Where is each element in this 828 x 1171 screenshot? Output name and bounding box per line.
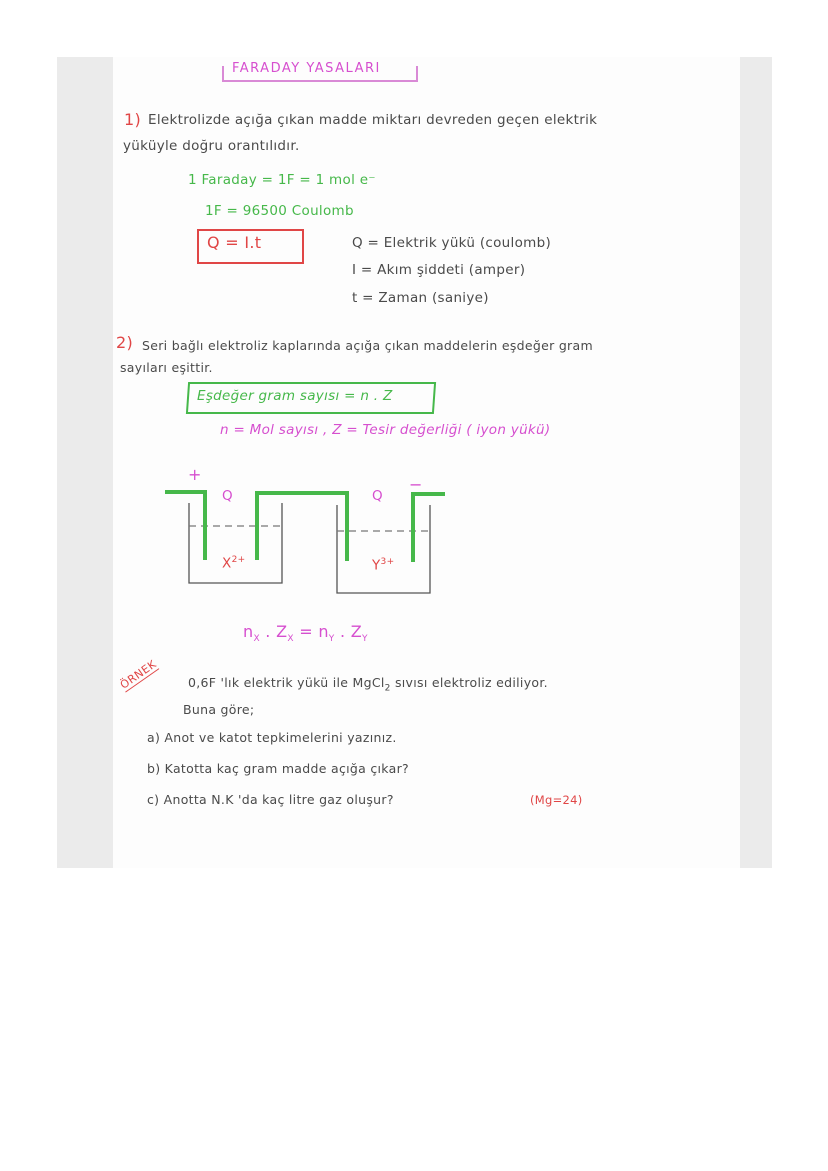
charge-q-left: Q: [222, 488, 233, 504]
n-z-legend: n = Mol sayısı , Z = Tesir değerliği ( iyon yükü): [220, 422, 551, 438]
definition-i: I = Akım şiddeti (amper): [352, 262, 526, 278]
ion-x-symbol: X: [222, 555, 232, 572]
cathode-electrode: [413, 494, 443, 560]
ion-y-charge: 3+: [380, 557, 395, 567]
minus-sign: −: [409, 475, 423, 494]
ion-x-charge: 2+: [231, 555, 246, 565]
law1-number: 1): [124, 110, 142, 129]
definition-t: t = Zaman (saniye): [352, 290, 489, 306]
question-b: b) Katotta kaç gram madde açığa çıkar?: [147, 761, 409, 776]
page-title: FARADAY YASALARI: [232, 61, 381, 76]
ion-y: [372, 557, 394, 574]
given-mg-mass: (Mg=24): [530, 793, 583, 807]
equivalent-gram-formula: Eşdeğer gram sayısı = n . Z: [197, 388, 393, 404]
law1-text-line1: Elektrolizde açığa çıkan madde miktarı devreden geçen elektrik: [148, 112, 598, 128]
faraday-definition: 1 Faraday = 1F = 1 mol e⁻: [188, 172, 376, 188]
example-line2: Buna göre;: [183, 702, 255, 717]
ion-y-symbol: Y: [372, 557, 381, 574]
law2-text-line2: sayıları eşittir.: [120, 360, 213, 375]
formula-q-it: Q = I.t: [207, 233, 262, 252]
question-a: a) Anot ve katot tepkimelerini yazınız.: [147, 730, 397, 745]
definition-q: Q = Elektrik yükü (coulomb): [352, 235, 552, 251]
law1-text-line2: yüküyle doğru orantılıdır.: [123, 138, 300, 154]
example-line1: 0,6F 'lık elektrik yükü ile MgCl$_2$ sıvısı elektroliz ediliyor.: [188, 675, 548, 694]
law2-number: 2): [116, 333, 134, 352]
charge-q-right: Q: [372, 488, 383, 504]
anode-electrode: [167, 492, 205, 558]
law2-text-line1: Seri bağlı elektroliz kaplarında açığa çıkan maddelerin eşdeğer gram: [142, 338, 593, 353]
coulomb-definition: 1F = 96500 Coulomb: [205, 203, 354, 219]
equivalence-equation: $n_X$ . $Z_X = n_Y$ . $Z_Y$: [243, 622, 368, 645]
example-label: ÖRNEK: [117, 657, 159, 692]
right-beaker: [337, 505, 430, 593]
question-c: c) Anotta N.K 'da kaç litre gaz oluşur?: [147, 792, 394, 807]
plus-sign: +: [188, 465, 202, 484]
ion-x: [222, 555, 245, 572]
connecting-wire: [257, 493, 347, 559]
